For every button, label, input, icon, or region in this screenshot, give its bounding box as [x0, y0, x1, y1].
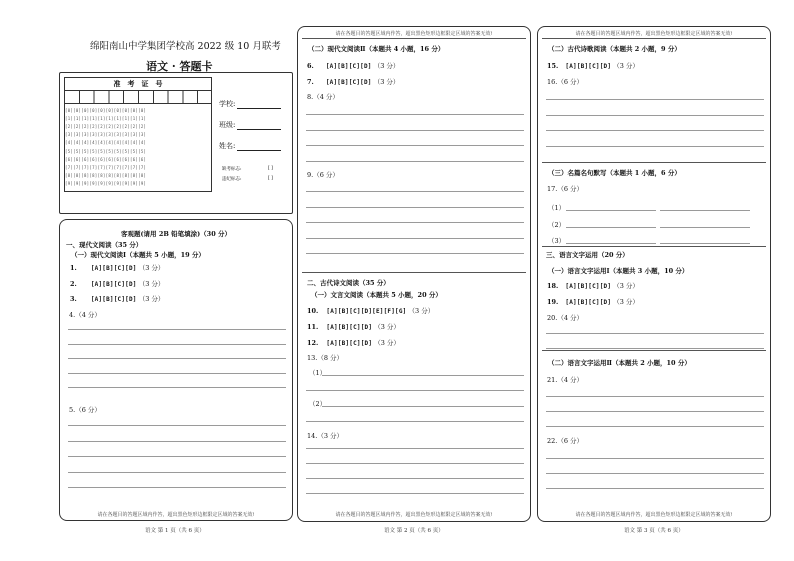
digit-row[interactable]: [7][7][7][7][7][7][7][7][7][7] — [65, 164, 147, 170]
question-10[interactable] — [307, 306, 434, 315]
question-14-label: 14.（3 分） — [307, 432, 344, 440]
q7-options[interactable]: [A][B][C][D] — [325, 79, 372, 86]
question-18[interactable] — [547, 281, 639, 290]
q3-score: （3 分） — [138, 295, 165, 303]
answer-line[interactable] — [546, 426, 764, 427]
q7-score: （3 分） — [373, 78, 400, 86]
section-1-heading: 一、现代文阅读（35 分） — [66, 241, 143, 249]
question-11[interactable] — [307, 322, 400, 331]
question-20-label: 20.（4 分） — [547, 314, 584, 322]
q18-score: （3 分） — [613, 282, 639, 290]
footer-page1: 语文 第 1 页（共 6 页） — [145, 528, 205, 534]
q2-options[interactable]: [A][B][C][D] — [90, 281, 137, 288]
section-2-heading: 二、古代诗文阅读（35 分） — [307, 279, 390, 287]
answer-line[interactable] — [68, 329, 286, 330]
answer-line[interactable] — [322, 406, 524, 407]
answer-line[interactable] — [306, 421, 524, 422]
subsection-7-heading: （二）语言文字运用Ⅱ（本题共 2 小题，10 分） — [548, 359, 691, 367]
q12-options[interactable]: [A][B][C][D] — [326, 340, 373, 347]
answer-line[interactable] — [68, 425, 286, 426]
q12-number: 12. — [307, 339, 319, 347]
digit-row[interactable]: [2][2][2][2][2][2][2][2][2][2] — [65, 124, 147, 130]
top-divider-page2 — [302, 38, 526, 39]
question-19[interactable] — [547, 297, 639, 306]
answer-line[interactable] — [546, 130, 764, 131]
answer-line[interactable] — [306, 145, 524, 146]
digit-row[interactable]: [5][5][5][5][5][5][5][5][5][5] — [65, 148, 147, 154]
subsection-1-heading: （一）现代文阅读Ⅰ（本题共 5 小题，19 分） — [71, 251, 205, 259]
objective-heading: 客观题(请用 2B 铅笔填涂)（30 分） — [120, 230, 231, 238]
notice-page3-top: 请在各题目的答题区域内作答，超出黑色矩形边框限定区域的答案无效! — [575, 31, 733, 37]
q15-options[interactable]: [A][B][C][D] — [565, 63, 612, 70]
divider-page3-c — [542, 350, 766, 351]
answer-line[interactable] — [306, 390, 524, 391]
digit-row[interactable]: [3][3][3][3][3][3][3][3][3][3] — [65, 132, 147, 138]
answer-line[interactable] — [306, 253, 524, 254]
question-17-part-3: （3） — [548, 237, 566, 245]
q11-number: 11. — [307, 323, 319, 331]
answer-line[interactable] — [306, 207, 524, 208]
answer-line[interactable] — [306, 478, 524, 479]
absent-mark-box[interactable]: [ ] — [268, 166, 273, 171]
answer-line[interactable] — [68, 441, 286, 442]
answer-line[interactable] — [566, 243, 656, 244]
subsection-2-heading: （二）现代文阅读Ⅱ（本题共 4 小题，16 分） — [308, 45, 445, 53]
class-label: 班级: — [219, 121, 236, 129]
mid-divider-page2 — [302, 272, 526, 273]
q10-number: 10. — [307, 307, 319, 315]
answer-line[interactable] — [68, 358, 286, 359]
digit-row[interactable]: [9][9][9][9][9][9][9][9][9][9] — [65, 180, 147, 186]
subsection-5-heading: （三）名篇名句默写（本题共 1 小题，6 分） — [548, 169, 681, 177]
question-2[interactable] — [70, 279, 164, 288]
digit-grid[interactable] — [65, 108, 211, 190]
name-label: 姓名: — [219, 142, 236, 150]
question-8-label: 8.（4 分） — [307, 93, 339, 101]
notice-page1: 请在各题目的答题区域内作答，超出黑色矩形边框限定区域的答案无效! — [97, 512, 255, 518]
question-15[interactable] — [547, 61, 639, 70]
section-3-heading: 三、语言文字运用（20 分） — [546, 251, 629, 259]
question-17-label: 17.（6 分） — [547, 185, 584, 193]
q10-options[interactable]: [A][B][C][D][E][F][G] — [326, 308, 407, 315]
q19-options[interactable]: [A][B][C][D] — [565, 299, 612, 306]
divider-page3-a — [542, 162, 766, 163]
answer-line[interactable] — [546, 396, 764, 397]
answer-line[interactable] — [322, 375, 524, 376]
answer-line[interactable] — [546, 488, 764, 489]
answer-line[interactable] — [306, 191, 524, 192]
answer-line[interactable] — [306, 448, 524, 449]
question-7[interactable] — [307, 77, 399, 86]
answer-line[interactable] — [660, 227, 750, 228]
question-9-label: 9.（6 分） — [307, 171, 339, 179]
subsection-3-heading: （一）文言文阅读（本题共 5 小题，20 分） — [311, 291, 442, 299]
q12-score: （3 分） — [374, 339, 400, 347]
q6-number: 6. — [307, 62, 314, 70]
violation-mark-box[interactable]: [ ] — [268, 176, 273, 181]
admission-number-write-row[interactable] — [64, 90, 212, 104]
q1-number: 1. — [70, 264, 77, 272]
question-16-label: 16.（6 分） — [547, 78, 584, 86]
answer-line[interactable] — [306, 222, 524, 223]
question-1[interactable] — [70, 263, 164, 272]
q1-score: （3 分） — [138, 264, 165, 272]
question-3[interactable] — [70, 294, 164, 303]
answer-line[interactable] — [68, 373, 286, 374]
answer-line[interactable] — [546, 146, 764, 147]
school-title: 绵阳南山中学集团学校高 2022 级 10 月联考 — [90, 41, 281, 52]
q3-options[interactable]: [A][B][C][D] — [90, 296, 137, 303]
top-divider-page3 — [542, 38, 766, 39]
notice-page2: 请在各题目的答题区域内作答，超出黑色矩形边框限定区域的答案无效! — [335, 512, 493, 518]
question-17-part-1: （1） — [548, 204, 566, 212]
question-4-label: 4.（4 分） — [69, 311, 101, 319]
absent-mark-label: 缺考标志: — [222, 167, 242, 172]
footer-page3: 语文 第 3 页（共 6 页） — [624, 528, 684, 534]
answer-line[interactable] — [546, 99, 764, 100]
answer-line[interactable] — [68, 387, 286, 388]
answer-line[interactable] — [566, 210, 656, 211]
school-field[interactable] — [219, 99, 281, 109]
question-17-part-2: （2） — [548, 221, 566, 229]
answer-line[interactable] — [68, 487, 286, 488]
subsection-4-heading: （二）古代诗歌阅读（本题共 2 小题，9 分） — [548, 45, 681, 53]
footer-page2: 语文 第 2 页（共 6 页） — [384, 528, 444, 534]
question-12[interactable] — [307, 338, 400, 347]
q11-score: （3 分） — [374, 323, 400, 331]
class-field[interactable] — [219, 120, 281, 130]
answer-line[interactable] — [306, 114, 524, 115]
answer-line[interactable] — [68, 456, 286, 457]
q15-number: 15. — [547, 62, 559, 70]
answer-line[interactable] — [660, 210, 750, 211]
answer-line[interactable] — [546, 411, 764, 412]
subject-title: 语文 · 答题卡 — [146, 60, 213, 73]
digit-row[interactable]: [4][4][4][4][4][4][4][4][4][4] — [65, 140, 147, 146]
subsection-6-heading: （一）语言文字运用Ⅰ（本题共 3 小题，10 分） — [548, 267, 689, 275]
q1-options[interactable]: [A][B][C][D] — [90, 265, 137, 272]
q6-score: （3 分） — [373, 62, 400, 70]
answer-line[interactable] — [306, 161, 524, 162]
question-13-part-1: （1） — [309, 369, 327, 377]
q15-score: （3 分） — [613, 62, 639, 70]
answer-line[interactable] — [546, 458, 764, 459]
answer-line[interactable] — [306, 463, 524, 464]
name-field[interactable] — [219, 141, 281, 151]
divider-page3-b — [542, 246, 766, 247]
q6-options[interactable]: [A][B][C][D] — [325, 63, 372, 70]
q18-options[interactable]: [A][B][C][D] — [565, 283, 612, 290]
notice-page2-top: 请在各题目的答题区域内作答，超出黑色矩形边框限定区域的答案无效! — [335, 31, 493, 37]
answer-line[interactable] — [68, 472, 286, 473]
school-label: 学校: — [219, 100, 236, 108]
digit-row[interactable]: [1][1][1][1][1][1][1][1][1][1] — [65, 116, 147, 122]
answer-line[interactable] — [546, 473, 764, 474]
answer-line[interactable] — [546, 348, 764, 349]
answer-line[interactable] — [566, 227, 656, 228]
notice-page3: 请在各题目的答题区域内作答，超出黑色矩形边框限定区域的答案无效! — [575, 512, 733, 518]
q2-number: 2. — [70, 280, 77, 288]
question-13-part-2: （2） — [309, 400, 327, 408]
q19-number: 19. — [547, 298, 559, 306]
digit-row[interactable]: [0][0][0][0][0][0][0][0][0][0] — [65, 108, 147, 113]
q19-score: （3 分） — [613, 298, 639, 306]
q18-number: 18. — [547, 282, 559, 290]
question-21-label: 21.（4 分） — [547, 376, 584, 384]
answer-line[interactable] — [546, 333, 764, 334]
digit-row[interactable]: [8][8][8][8][8][8][8][8][8][8] — [65, 172, 147, 178]
q10-score: （3 分） — [408, 307, 435, 315]
q11-options[interactable]: [A][B][C][D] — [326, 324, 373, 331]
answer-line[interactable] — [546, 115, 764, 116]
question-6[interactable] — [307, 61, 399, 70]
violation-mark-label: 违纪标志: — [222, 177, 242, 182]
answer-line[interactable] — [306, 130, 524, 131]
question-13-label: 13.（8 分） — [307, 354, 344, 362]
q7-number: 7. — [307, 78, 314, 86]
digit-row[interactable]: [6][6][6][6][6][6][6][6][6][6] — [65, 156, 147, 162]
answer-line[interactable] — [68, 344, 286, 345]
q2-score: （3 分） — [138, 280, 165, 288]
answer-line[interactable] — [306, 493, 524, 494]
admission-number-title: 准 考 证 号 — [113, 79, 163, 88]
question-5-label: 5.（6 分） — [69, 406, 101, 414]
answer-line[interactable] — [306, 238, 524, 239]
q3-number: 3. — [70, 295, 77, 303]
answer-line[interactable] — [660, 243, 750, 244]
question-22-label: 22.（6 分） — [547, 437, 584, 445]
